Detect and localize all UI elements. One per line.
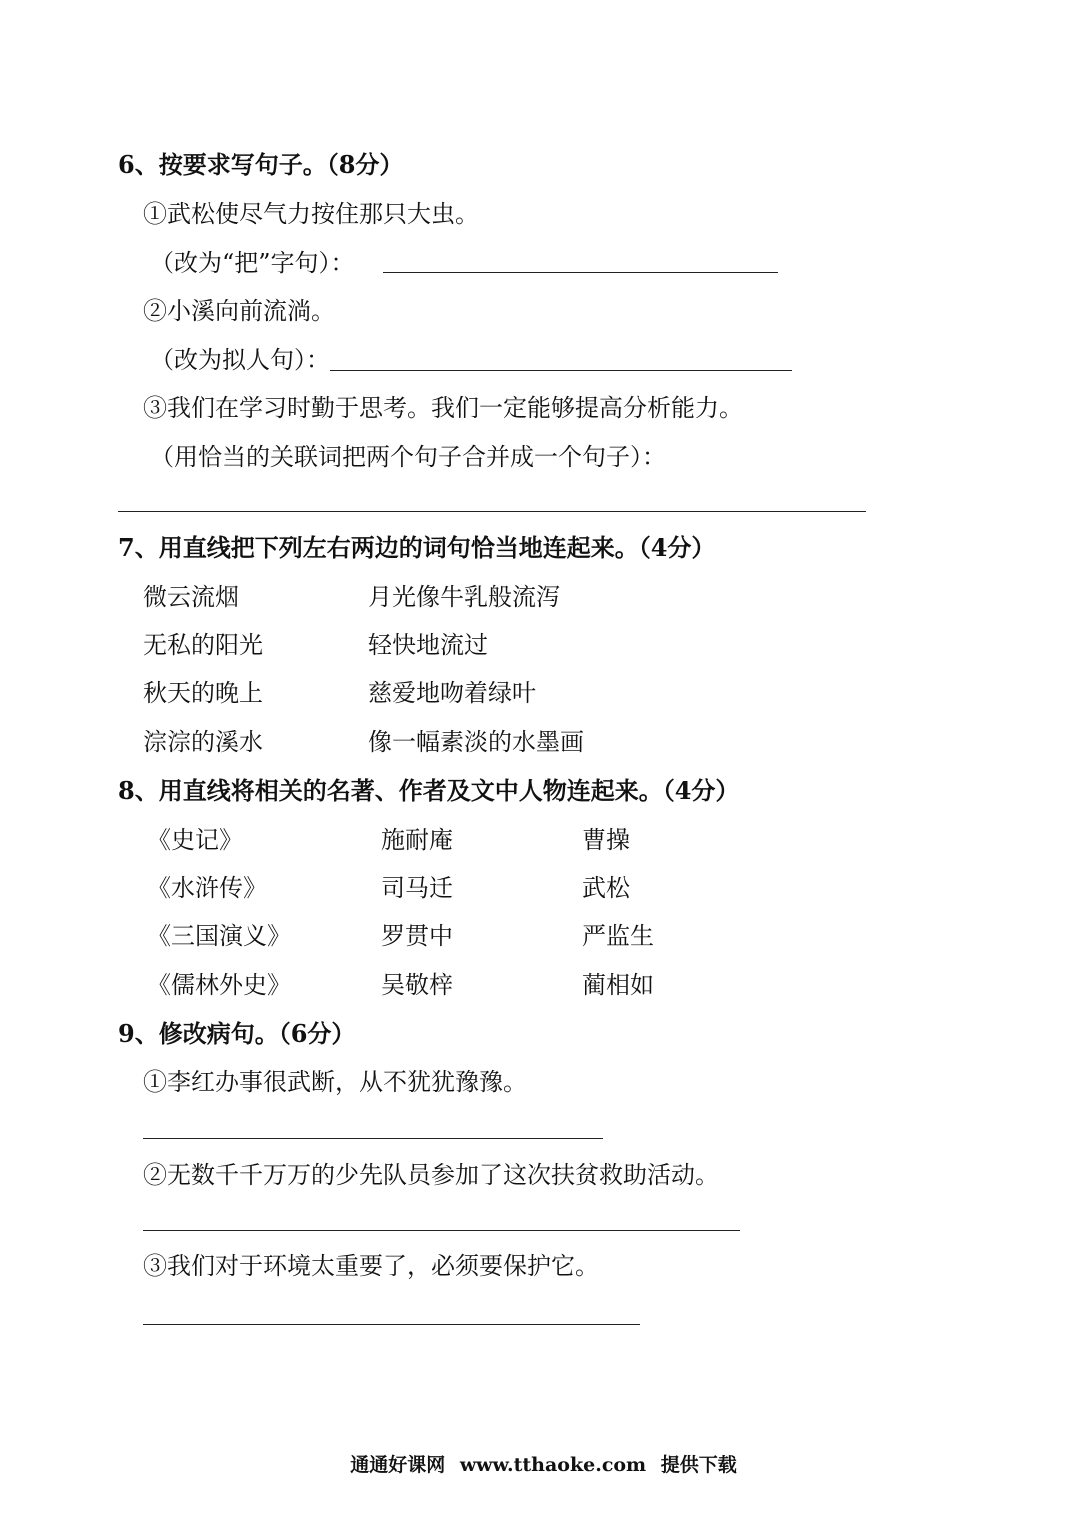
q8-author: 施耐庵 bbox=[381, 826, 453, 854]
q8-character: 曹操 bbox=[582, 826, 630, 854]
q7-left-item: 无私的阳光 bbox=[143, 631, 263, 659]
q8-author: 罗贯中 bbox=[381, 922, 453, 950]
footer-tail: 提供下载 bbox=[660, 1454, 737, 1476]
q8-book: 《史记》 bbox=[147, 826, 243, 854]
q9-item3-answer-line[interactable] bbox=[143, 1324, 640, 1325]
q8-character: 蔺相如 bbox=[582, 971, 654, 999]
q7-right-item: 像一幅素淡的水墨画 bbox=[368, 728, 584, 756]
q6-item2: ②小溪向前流淌。 bbox=[143, 297, 335, 325]
q7-right-item: 月光像牛乳般流泻 bbox=[368, 583, 560, 611]
q9-item1-answer-line[interactable] bbox=[143, 1138, 603, 1139]
q8-book: 《水浒传》 bbox=[147, 874, 267, 902]
q8-character: 严监生 bbox=[582, 922, 654, 950]
q6-item1-answer-line[interactable] bbox=[383, 272, 778, 273]
footer-credit bbox=[0, 1450, 1087, 1477]
q7-left-item: 淙淙的溪水 bbox=[143, 728, 263, 756]
q9-item2: ②无数千千万万的少先队员参加了这次扶贫救助活动。 bbox=[143, 1161, 719, 1189]
q8-author: 吴敬梓 bbox=[381, 971, 453, 999]
q7-left-item: 秋天的晚上 bbox=[143, 679, 263, 707]
q8-book: 《三国演义》 bbox=[147, 922, 291, 950]
q9-item2-answer-line[interactable] bbox=[143, 1230, 740, 1231]
q8-character: 武松 bbox=[582, 874, 630, 902]
q8-book: 《儒林外史》 bbox=[147, 971, 291, 999]
q6-item1-hint: （改为“把”字句）： bbox=[150, 249, 355, 277]
q8-title: 8、用直线将相关的名著、作者及文中人物连起来。（4分） bbox=[118, 776, 740, 805]
q9-item1: ①李红办事很武断，从不犹犹豫豫。 bbox=[143, 1068, 527, 1096]
q7-title: 7、用直线把下列左右两边的词句恰当地连起来。（4分） bbox=[118, 533, 716, 562]
q6-item3-hint: （用恰当的关联词把两个句子合并成一个句子）： bbox=[150, 443, 666, 471]
q6-title: 6、按要求写句子。（8分） bbox=[118, 150, 404, 179]
q8-author: 司马迁 bbox=[381, 874, 453, 902]
q6-item2-hint: （改为拟人句）： bbox=[150, 346, 330, 374]
footer-site-name: 通通好课网 bbox=[350, 1454, 446, 1476]
q9-item3: ③我们对于环境太重要了，必须要保护它。 bbox=[143, 1252, 599, 1280]
q6-item1: ①武松使尽气力按住那只大虫。 bbox=[143, 200, 479, 228]
q6-item3: ③我们在学习时勤于思考。我们一定能够提高分析能力。 bbox=[143, 394, 743, 422]
q7-left-item: 微云流烟 bbox=[143, 583, 239, 611]
footer-url[interactable]: www.tthaoke.com bbox=[459, 1454, 647, 1476]
q9-title: 9、修改病句。（6分） bbox=[118, 1019, 356, 1048]
q7-right-item: 轻快地流过 bbox=[368, 631, 488, 659]
q6-item3-answer-line[interactable] bbox=[118, 511, 866, 512]
q6-item2-answer-line[interactable] bbox=[330, 370, 792, 371]
q7-right-item: 慈爱地吻着绿叶 bbox=[368, 679, 536, 707]
